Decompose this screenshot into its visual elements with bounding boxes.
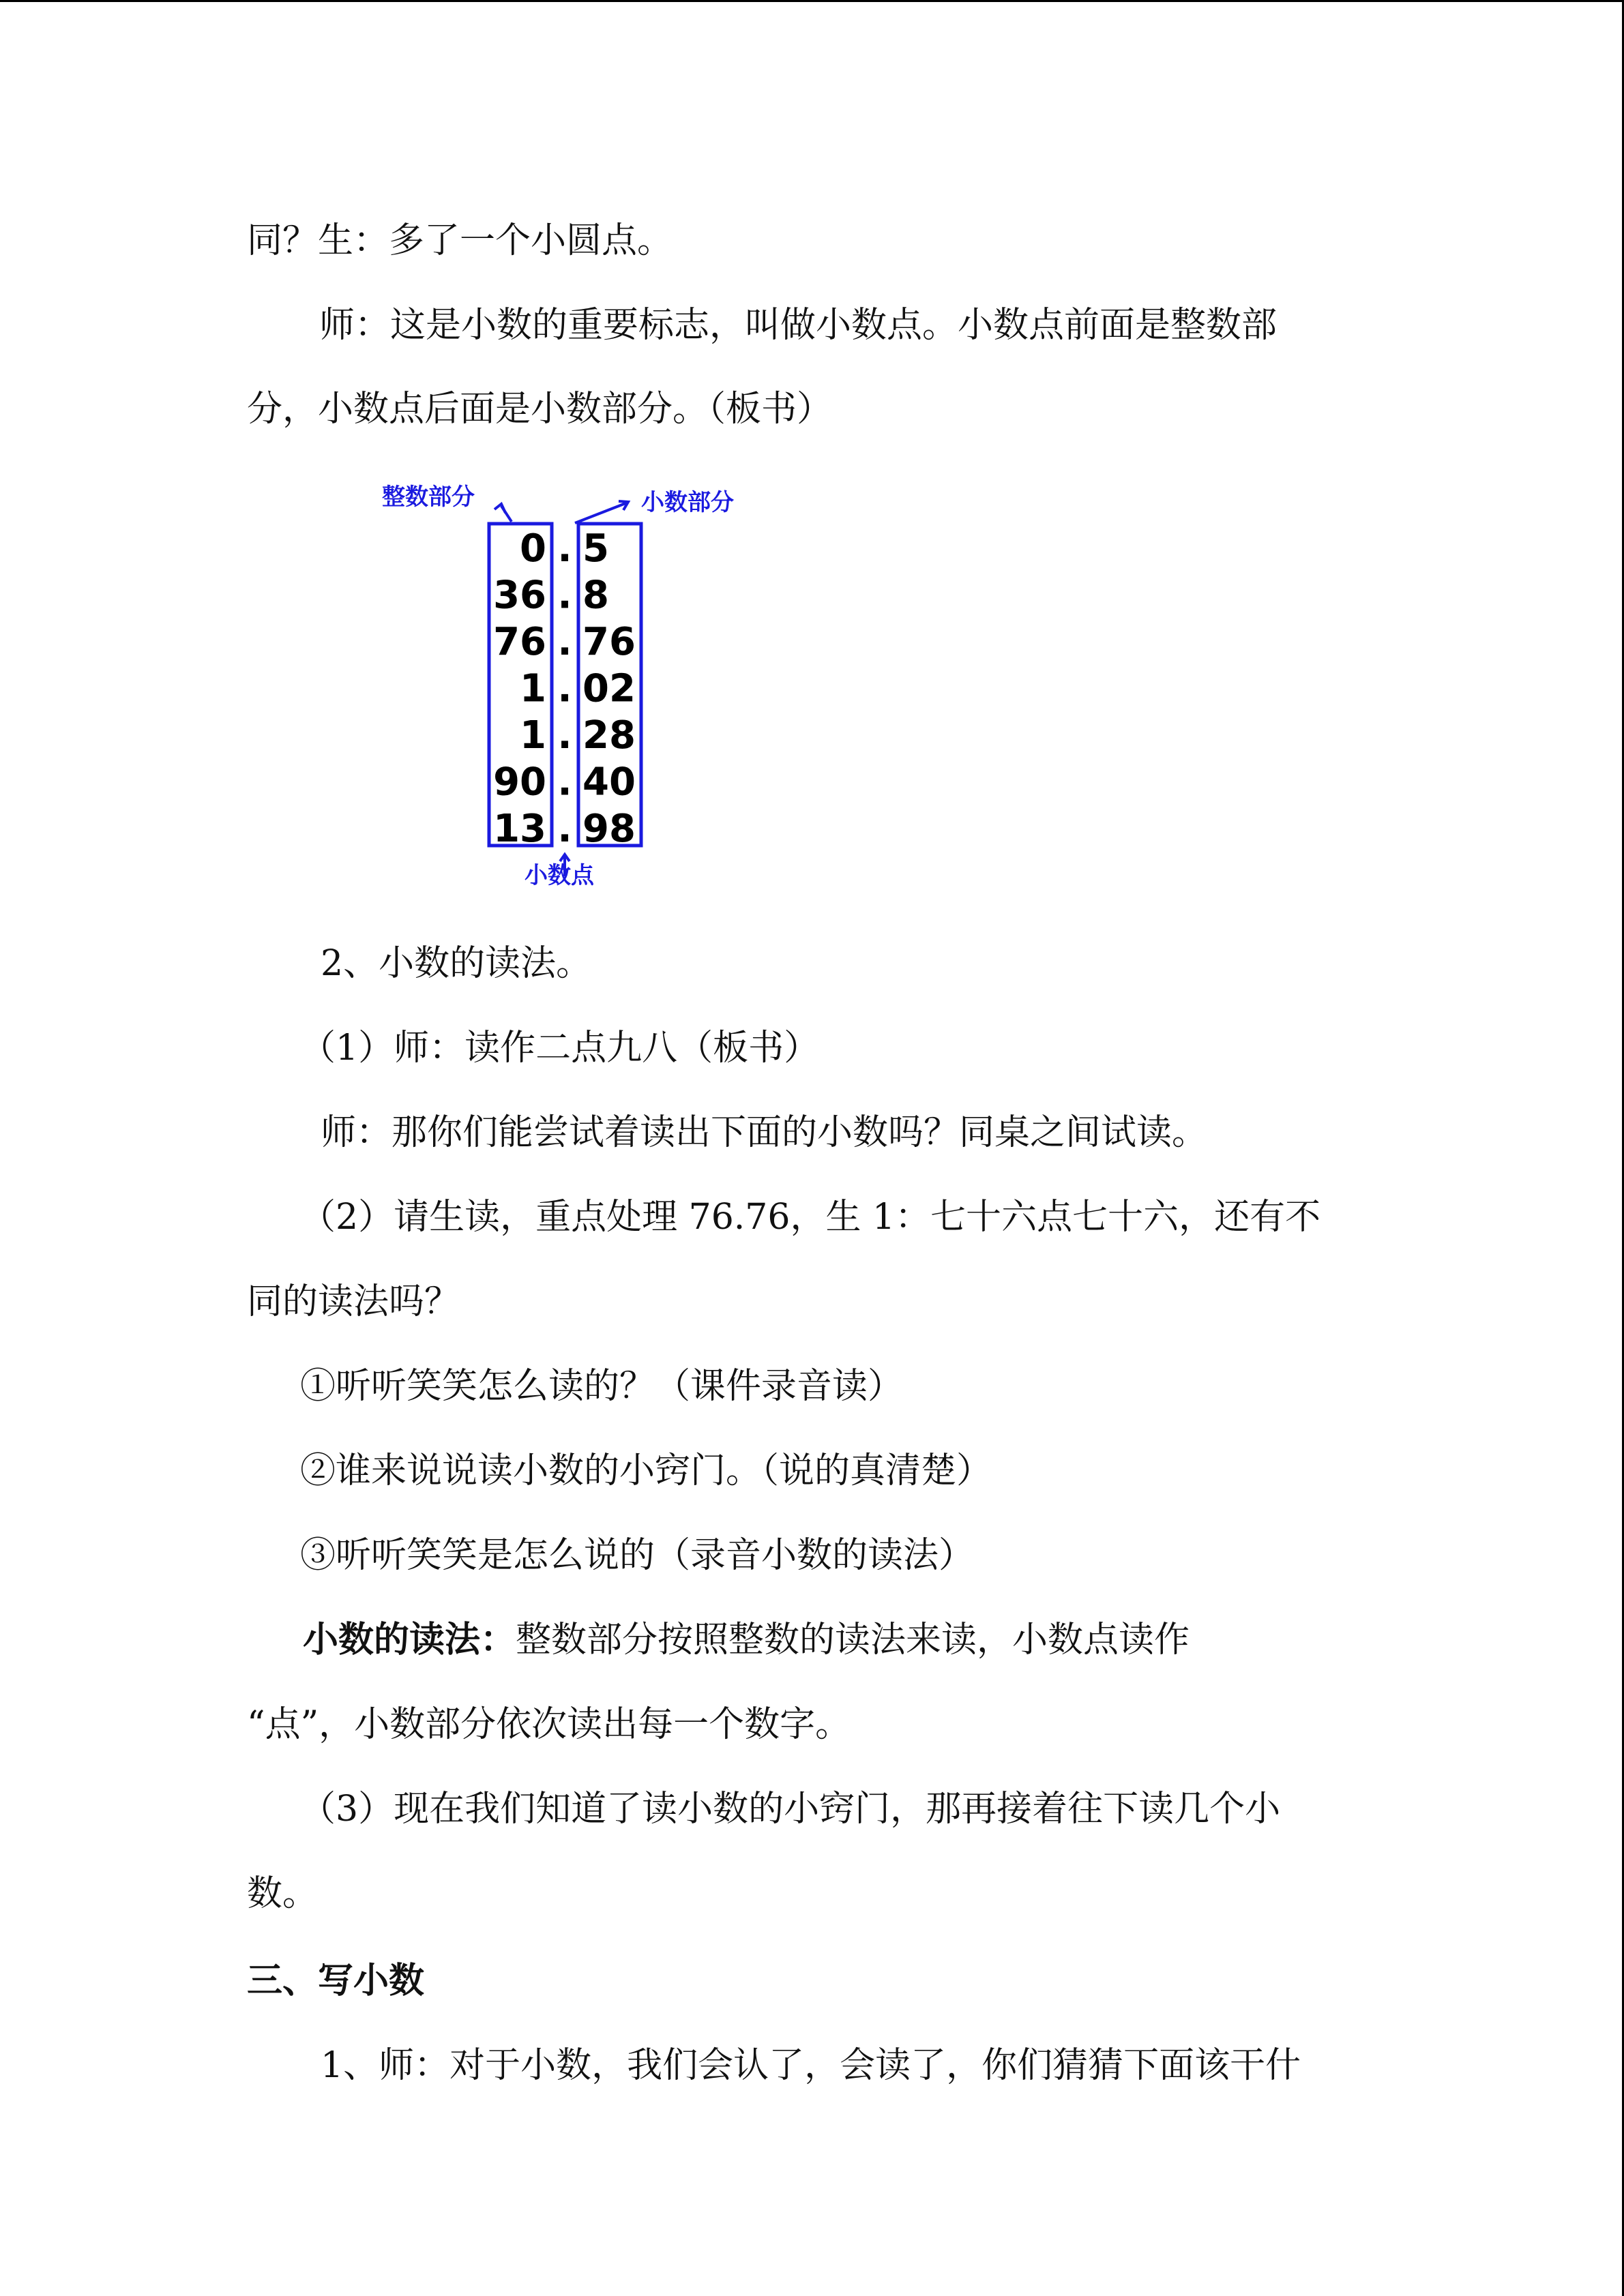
decimal-point-mark: . bbox=[557, 526, 572, 571]
paragraph-5: （1）师：读作二点九八（板书） bbox=[300, 1028, 820, 1069]
reading-rule-paragraph bbox=[303, 1616, 1190, 1664]
paragraph-14: （3）现在我们知道了读小数的小窍门，那再接着往下读几个小 bbox=[300, 1789, 1281, 1830]
paragraph-2: 师：这是小数的重要标志，叫做小数点。小数点前面是整数部 bbox=[319, 305, 1278, 346]
decimal-point-mark: . bbox=[557, 713, 572, 758]
paragraph-10: ②谁来说说读小数的小窍门。（说的真清楚） bbox=[300, 1450, 992, 1491]
paragraph-7: （2）请生读，重点处理 76.76，生 1：七十六点七十六，还有不 bbox=[300, 1197, 1321, 1238]
decimal-arrow bbox=[575, 503, 628, 523]
paragraph-17: 1、师：对于小数，我们会认了，会读了，你们猜猜下面该干什 bbox=[321, 2045, 1301, 2086]
decimal-part-label: 小数部分 bbox=[641, 489, 734, 516]
decimal-part-value: 40 bbox=[582, 760, 636, 805]
integer-part-label: 整数部分 bbox=[382, 483, 475, 511]
paragraph-6: 师：那你们能尝试着读出下面的小数吗？同桌之间试读。 bbox=[321, 1112, 1208, 1153]
integer-part-value: 1 bbox=[520, 666, 546, 711]
integer-arrowhead bbox=[494, 504, 505, 513]
integer-part-value: 13 bbox=[493, 807, 546, 851]
decimal-part-value: 76 bbox=[582, 620, 636, 664]
reading-rule-text: 整数部分按照整数的读法来读，小数点读作 bbox=[516, 1620, 1190, 1660]
paragraph-9: ①听听笑笑怎么读的？（课件录音读） bbox=[300, 1366, 904, 1407]
decimal-part-value: 5 bbox=[582, 526, 609, 571]
decimal-parts-diagram bbox=[372, 474, 767, 897]
paragraph-13: “点”，小数部分依次读出每一个数字。 bbox=[247, 1704, 851, 1745]
decimal-point-mark: . bbox=[557, 573, 572, 618]
paragraph-8: 同的读法吗？ bbox=[247, 1281, 460, 1322]
decimal-point-mark: . bbox=[557, 807, 572, 851]
paragraph-15: 数。 bbox=[247, 1873, 319, 1914]
integer-part-value: 0 bbox=[520, 526, 546, 571]
page-top-border bbox=[0, 0, 1624, 2]
section-heading-write-decimals: 三、写小数 bbox=[247, 1960, 425, 2001]
paragraph-11: ③听听笑笑是怎么说的（录音小数的读法） bbox=[300, 1535, 975, 1576]
paragraph-1: 同？生：多了一个小圆点。 bbox=[247, 220, 673, 261]
decimal-parts-figure bbox=[372, 474, 767, 897]
decimal-part-value: 28 bbox=[582, 713, 636, 758]
integer-part-value: 76 bbox=[493, 620, 546, 664]
integer-part-value: 36 bbox=[493, 573, 546, 618]
decimal-part-value: 98 bbox=[582, 807, 636, 851]
decimal-point-mark: . bbox=[557, 666, 572, 711]
integer-part-value: 90 bbox=[493, 760, 546, 805]
paragraph-4: 2、小数的读法。 bbox=[321, 943, 592, 984]
decimal-part-value: 8 bbox=[582, 573, 609, 618]
decimal-point-mark: . bbox=[557, 760, 572, 805]
decimal-point-mark: . bbox=[557, 620, 572, 664]
decimal-part-value: 02 bbox=[582, 666, 636, 711]
integer-part-value: 1 bbox=[520, 713, 546, 758]
paragraph-3: 分，小数点后面是小数部分。（板书） bbox=[247, 389, 833, 430]
reading-rule-label: 小数的读法： bbox=[303, 1619, 516, 1660]
decimal-point-label: 小数点 bbox=[525, 862, 594, 889]
